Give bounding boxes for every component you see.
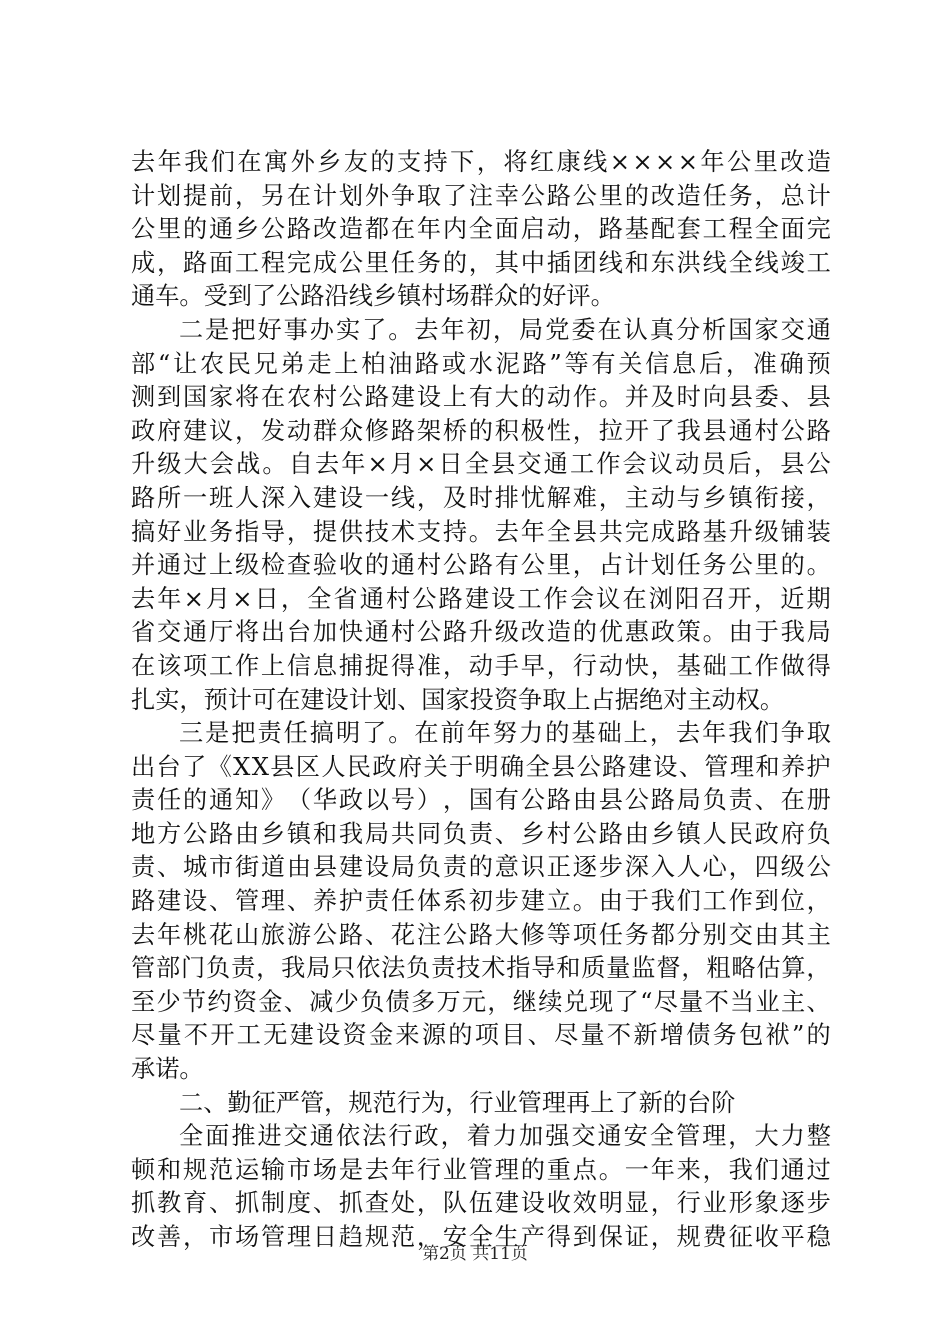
text-line: 去 年 我 们 在 寓 外 乡 友 的 支 持 下 ， 将 红 康 线 × × × × 年 公 里 改 造 [131,148,831,176]
text-line: 搞 好 业 务 指 导 ， 提 供 技 术 支 持 。 去 年 全 县 共 完 成 路 基 升 级 铺 装 [131,517,831,546]
text-line: 政 府 建 议 ， 发 动 群 众 修 路 架 桥 的 积 极 性 ， 拉 开 了 我 县 通 村 公 路 [131,416,831,445]
text-line: 计 划 提 前 ， 另 在 计 划 外 争 取 了 注 幸 公 路 公 里 的 改 造 任 务 ， 总 计 [131,181,831,210]
text-line: 尽 量 不 开 工 无 建 设 资 金 来 源 的 项 目 、 尽 量 不 新 增 债 务 包 袱 ” 的 [131,1021,831,1050]
text-line: 地 方 公 路 由 乡 镇 和 我 局 共 同 负 责 、 乡 村 公 路 由 乡 镇 人 民 政 府 负 [131,819,831,848]
text-line: 通车。受到了公路沿线乡镇村场群众的好评。 [131,282,615,311]
text-line: 测 到 国 家 将 在 农 村 公 路 建 设 上 有 大 的 动 作 。 并 及 时 向 县 委 、 县 [131,383,831,412]
text-line: 部 “ 让 农 民 兄 弟 走 上 柏 油 路 或 水 泥 路 ” 等 有 关 信 息 后 ， 准 确 预 [131,349,831,378]
text-line: 路 所 一 班 人 深 入 建 设 一 线 ， 及 时 排 忧 解 难 ， 主 动 与 乡 镇 衔 接 ， [131,483,831,512]
text-line: 改 善 ， 市 场 管 理 日 趋 规 范 ， 安 全 生 产 得 到 保 证 ， 规 费 征 收 平 稳 [131,1223,831,1251]
text-line: 出 台 了 《 X X 县 区 人 民 政 府 关 于 明 确 全 县 公 路 建 设 、 管 理 和 养 护 [131,752,831,781]
text-line: 顿 和 规 范 运 输 市 场 是 去 年 行 业 管 理 的 重 点 。 一 年 来 ， 我 们 通 过 [131,1155,831,1184]
text-line: 并 通 过 上 级 检 查 验 收 的 通 村 公 路 有 公 里 ， 占 计 划 任 务 公 里 的 。 [131,551,831,580]
text-line: 路 建 设 、 管 理 、 养 护 责 任 体 系 初 步 建 立 。 由 于 我 们 工 作 到 位 ， [131,887,831,916]
page-number: 第2页 共11页 [422,1244,528,1264]
text-line: 公 里 的 通 乡 公 路 改 造 都 在 年 内 全 面 启 动 ， 路 基 配 套 工 程 全 面 完 [131,215,831,244]
text-line: 去 年 × 月 × 日 ， 全 省 通 村 公 路 建 设 工 作 会 议 在 浏 阳 召 开 ， 近 期 [131,584,831,613]
text-line: 责 任 的 通 知 》 （ 华 政 以 号 ） ， 国 有 公 路 由 县 公 路 局 负 责 、 在 册 [131,786,831,815]
text-line: 管 部 门 负 责 ， 我 局 只 依 法 负 责 技 术 指 导 和 质 量 监 督 ， 粗 略 估 算 ， [131,954,831,983]
text-line: 承诺。 [131,1055,204,1084]
text-line: 三 是 把 责 任 搞 明 了 。 在 前 年 努 力 的 基 础 上 ， 去 年 我 们 争 取 [179,719,831,748]
text-line: 全 面 推 进 交 通 依 法 行 政 ， 着 力 加 强 交 通 安 全 管 理 ， 大 力 整 [179,1122,831,1151]
text-line: 成 ， 路 面 工 程 完 成 公 里 任 务 的 ， 其 中 插 团 线 和 东 洪 线 全 线 竣 工 [131,248,831,277]
text-line: 二、勤征严管，规范行为，行业管理再上了新的台阶 [179,1088,736,1117]
text-line: 二 是 把 好 事 办 实 了 。 去 年 初 ， 局 党 委 在 认 真 分 析 国 家 交 通 [179,315,831,344]
text-line: 在 该 项 工 作 上 信 息 捕 捉 得 准 ， 动 手 早 ， 行 动 快 ， 基 础 工 作 做 得 [131,651,831,680]
text-line: 去 年 桃 花 山 旅 游 公 路 、 花 注 公 路 大 修 等 项 任 务 都 分 别 交 由 其 主 [131,920,831,949]
text-line: 至 少 节 约 资 金 、 减 少 负 债 多 万 元 ， 继 续 兑 现 了 “ 尽 量 不 当 业 主 、 [131,987,831,1016]
page-footer [0,1243,950,1265]
text-line: 升 级 大 会 战 。 自 去 年 × 月 × 日 全 县 交 通 工 作 会 议 动 员 后 ， 县 公 [131,450,831,479]
text-line: 扎实，预计可在建设计划、国家投资争取上占据绝对主动权。 [131,685,785,714]
text-line: 省 交 通 厅 将 出 台 加 快 通 村 公 路 升 级 改 造 的 优 惠 政 策 。 由 于 我 局 [131,618,831,647]
text-line: 责 、 城 市 街 道 由 县 建 设 局 负 责 的 意 识 正 逐 步 深 入 人 心 ， 四 级 公 [131,853,831,882]
text-line: 抓 教 育 、 抓 制 度 、 抓 查 处 ， 队 伍 建 设 收 效 明 显 ， 行 业 形 象 逐 步 [131,1189,831,1218]
document-body [131,146,831,1255]
